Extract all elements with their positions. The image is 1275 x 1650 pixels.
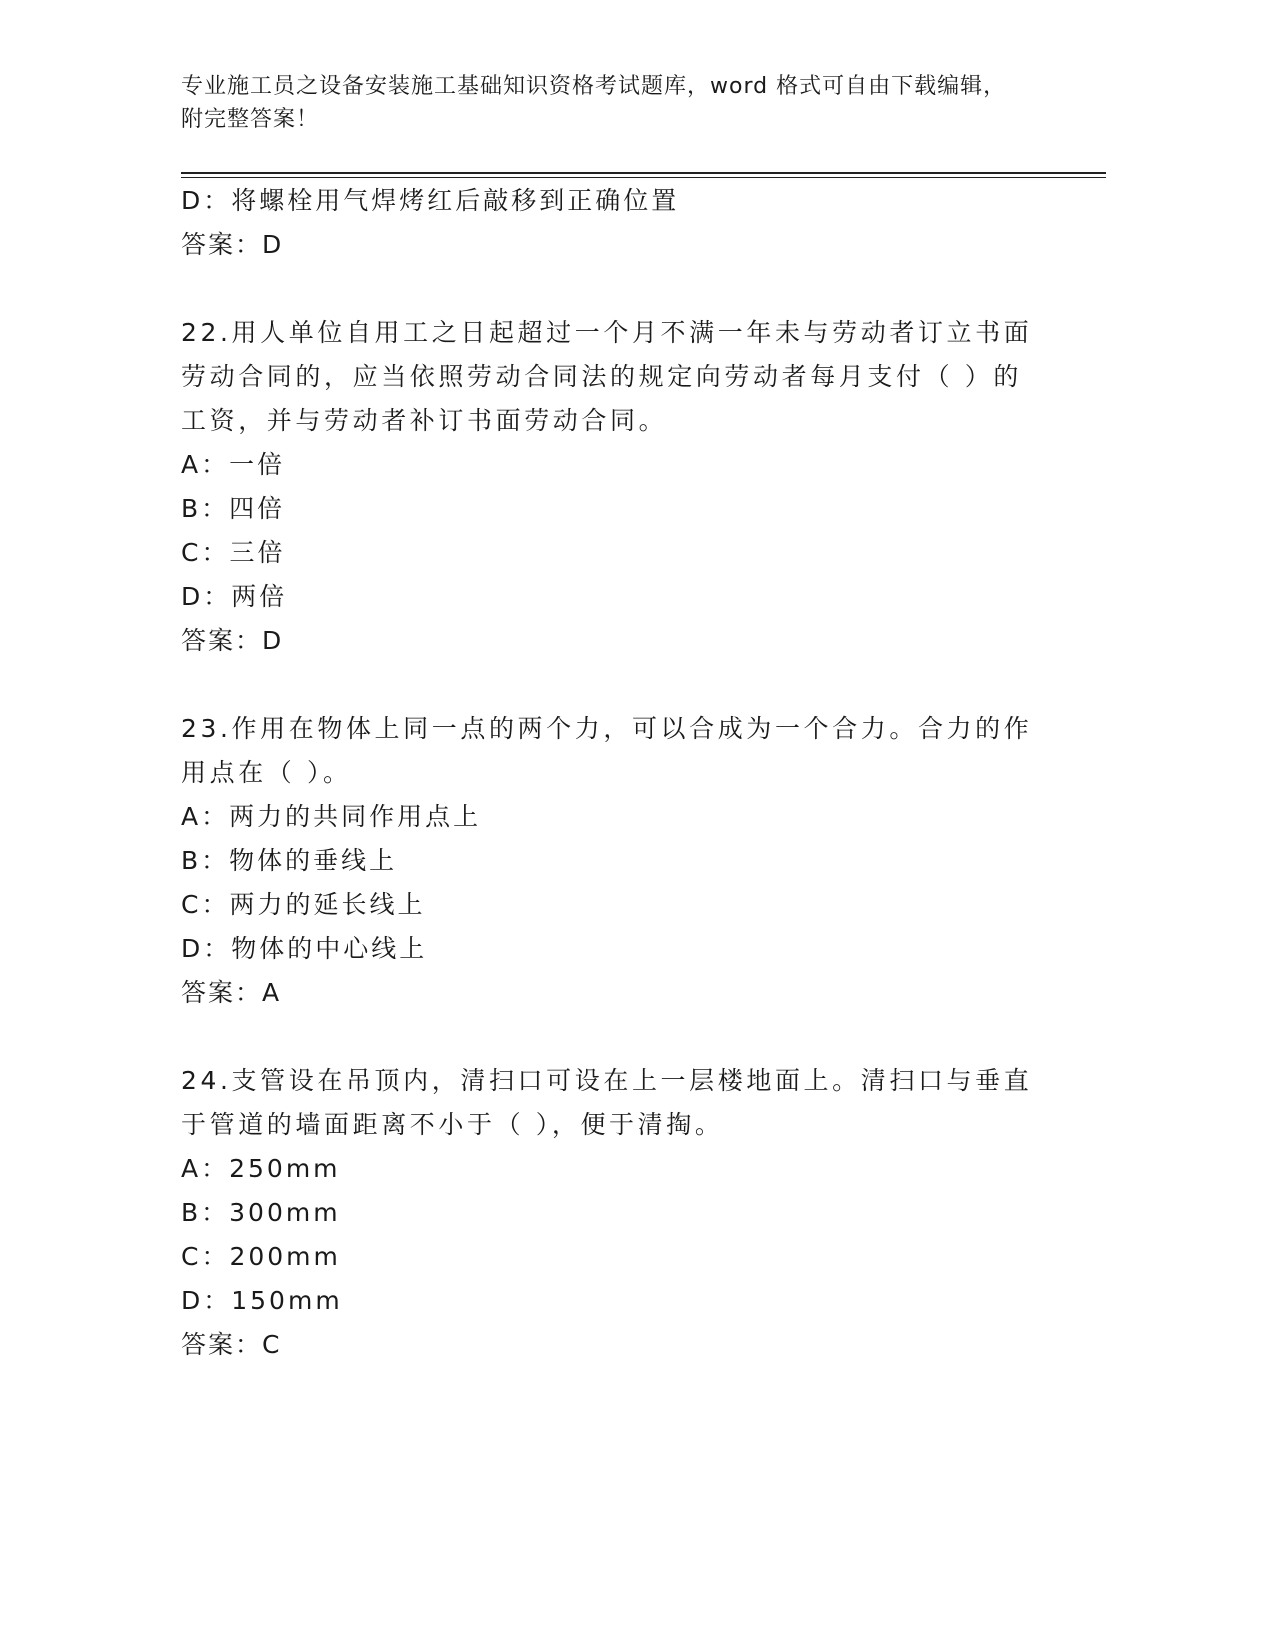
option-c: C：200mm	[181, 1242, 341, 1271]
header-rule-thick	[181, 172, 1106, 174]
answer-line: 答案：D	[181, 626, 284, 655]
previous-question-tail	[181, 179, 1041, 267]
answer-line: 答案：D	[181, 230, 284, 259]
option-d: D：将螺栓用气焊烤红后敲移到正确位置	[181, 186, 680, 215]
answer-line: 答案：A	[181, 978, 282, 1007]
header-line-1: 专业施工员之设备安装施工基础知识资格考试题库，word 格式可自由下载编辑，	[181, 74, 1007, 99]
question-stem: 24.支管设在吊顶内，清扫口可设在上一层楼地面上。清扫口与垂直于管道的墙面距离不小于（ ），便于清掏。	[181, 1066, 1033, 1139]
question-23	[181, 707, 1041, 1015]
question-stem: 22.用人单位自用工之日起超过一个月不满一年未与劳动者订立书面劳动合同的，应当依照劳动合同法的规定向劳动者每月支付（ ）的工资，并与劳动者补订书面劳动合同。	[181, 318, 1033, 435]
option-a: A：250mm	[181, 1154, 341, 1183]
option-a: A：一倍	[181, 450, 286, 479]
option-a: A：两力的共同作用点上	[181, 802, 482, 831]
option-c: C：两力的延长线上	[181, 890, 426, 919]
question-22	[181, 311, 1041, 663]
option-c: C：三倍	[181, 538, 286, 567]
header-line-2: 附完整答案！	[181, 107, 320, 132]
option-b: B：300mm	[181, 1198, 341, 1227]
header-rule-thin	[181, 177, 1106, 178]
document-header	[181, 70, 1061, 136]
option-b: B：物体的垂线上	[181, 846, 398, 875]
question-stem: 23.作用在物体上同一点的两个力，可以合成为一个合力。合力的作用点在（ ）。	[181, 714, 1033, 787]
question-24	[181, 1059, 1041, 1367]
answer-line: 答案：C	[181, 1330, 282, 1359]
question-content	[181, 179, 1041, 1367]
option-d: D：两倍	[181, 582, 288, 611]
option-d: D：150mm	[181, 1286, 343, 1315]
option-b: B：四倍	[181, 494, 286, 523]
option-d: D：物体的中心线上	[181, 934, 428, 963]
